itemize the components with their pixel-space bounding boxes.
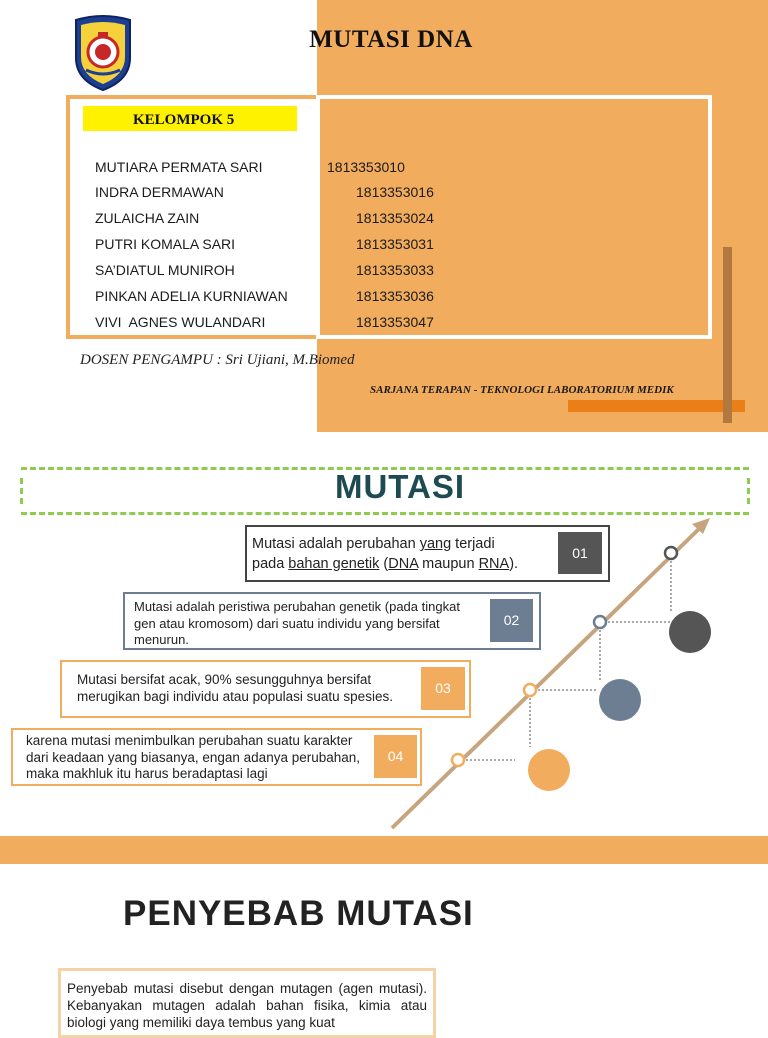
mutasi-slide (0, 432, 768, 836)
member-name: MUTIARA PERMATA SARI (95, 159, 263, 175)
member-name: INDRA DERMAWAN (95, 184, 224, 200)
timeline-node (665, 547, 677, 559)
member-nim: 1813353031 (356, 236, 434, 252)
step-dot (669, 611, 711, 653)
member-nim: 1813353024 (356, 210, 434, 226)
penyebab-slide (0, 864, 768, 1030)
member-nim: 1813353016 (356, 184, 434, 200)
member-nim: 1813353033 (356, 262, 434, 278)
slide-title: PENYEBAB MUTASI (123, 894, 474, 933)
lecturer-text: DOSEN PENGAMPU : Sri Ujiani, M.Biomed (80, 352, 355, 368)
step-dot (528, 749, 570, 791)
timeline-node (594, 616, 606, 628)
member-nim: 1813353010 (327, 159, 405, 175)
step-badge-04: 04 (374, 735, 417, 778)
accent-bar-horizontal (568, 400, 745, 412)
member-name: SA’DIATUL MUNIROH (95, 262, 235, 278)
timeline-node (524, 684, 536, 696)
timeline-node (452, 754, 464, 766)
page-title: MUTASI DNA (309, 26, 473, 53)
member-nim: 1813353047 (356, 314, 434, 330)
group-label: KELOMPOK 5 (83, 106, 297, 131)
card-03-text: Mutasi bersifat acak, 90% sesungguhnya bersifat merugikan bagi individu atau populasi suatu spesies. (77, 672, 393, 704)
step-badge-02: 02 (490, 599, 533, 642)
slide-divider-band (0, 836, 768, 864)
card-02-text: Mutasi adalah peristiwa perubahan genetik (pada tingkat gen atau kromosom) dari suatu individu yang bersifat menurun. (134, 599, 460, 647)
accent-bar-vertical (723, 247, 732, 423)
member-name: PINKAN ADELIA KURNIAWAN (95, 288, 288, 304)
step-badge-03: 03 (421, 667, 465, 710)
card-01-text: Mutasi adalah perubahan yang terjadi pada bahan genetik (DNA maupun RNA). (252, 536, 519, 572)
member-nim: 1813353036 (356, 288, 434, 304)
slide-title: MUTASI (334, 468, 466, 505)
member-name: PUTRI KOMALA SARI (95, 236, 236, 252)
title-slide (0, 0, 768, 432)
program-text: SARJANA TERAPAN - TEKNOLOGI LABORATORIUM MEDIK (370, 384, 674, 396)
member-name: VIVI AGNES WULANDARI (95, 314, 266, 330)
step-badge-01: 01 (558, 532, 602, 574)
step-dot (599, 679, 641, 721)
member-name: ZULAICHA ZAIN (95, 210, 200, 226)
body-text: Penyebab mutasi disebut dengan mutagen (agen mutasi). Kebanyakan mutagen adalah bahan fisika, kimia atau biologi yang memiliki daya tembus yang kuat (67, 981, 427, 1030)
card-04-text: karena mutasi menimbulkan perubahan suatu karakter dari keadaan yang biasanya, engan adanya perubahan, maka makhluk itu harus beradaptasi lagi (26, 733, 361, 781)
